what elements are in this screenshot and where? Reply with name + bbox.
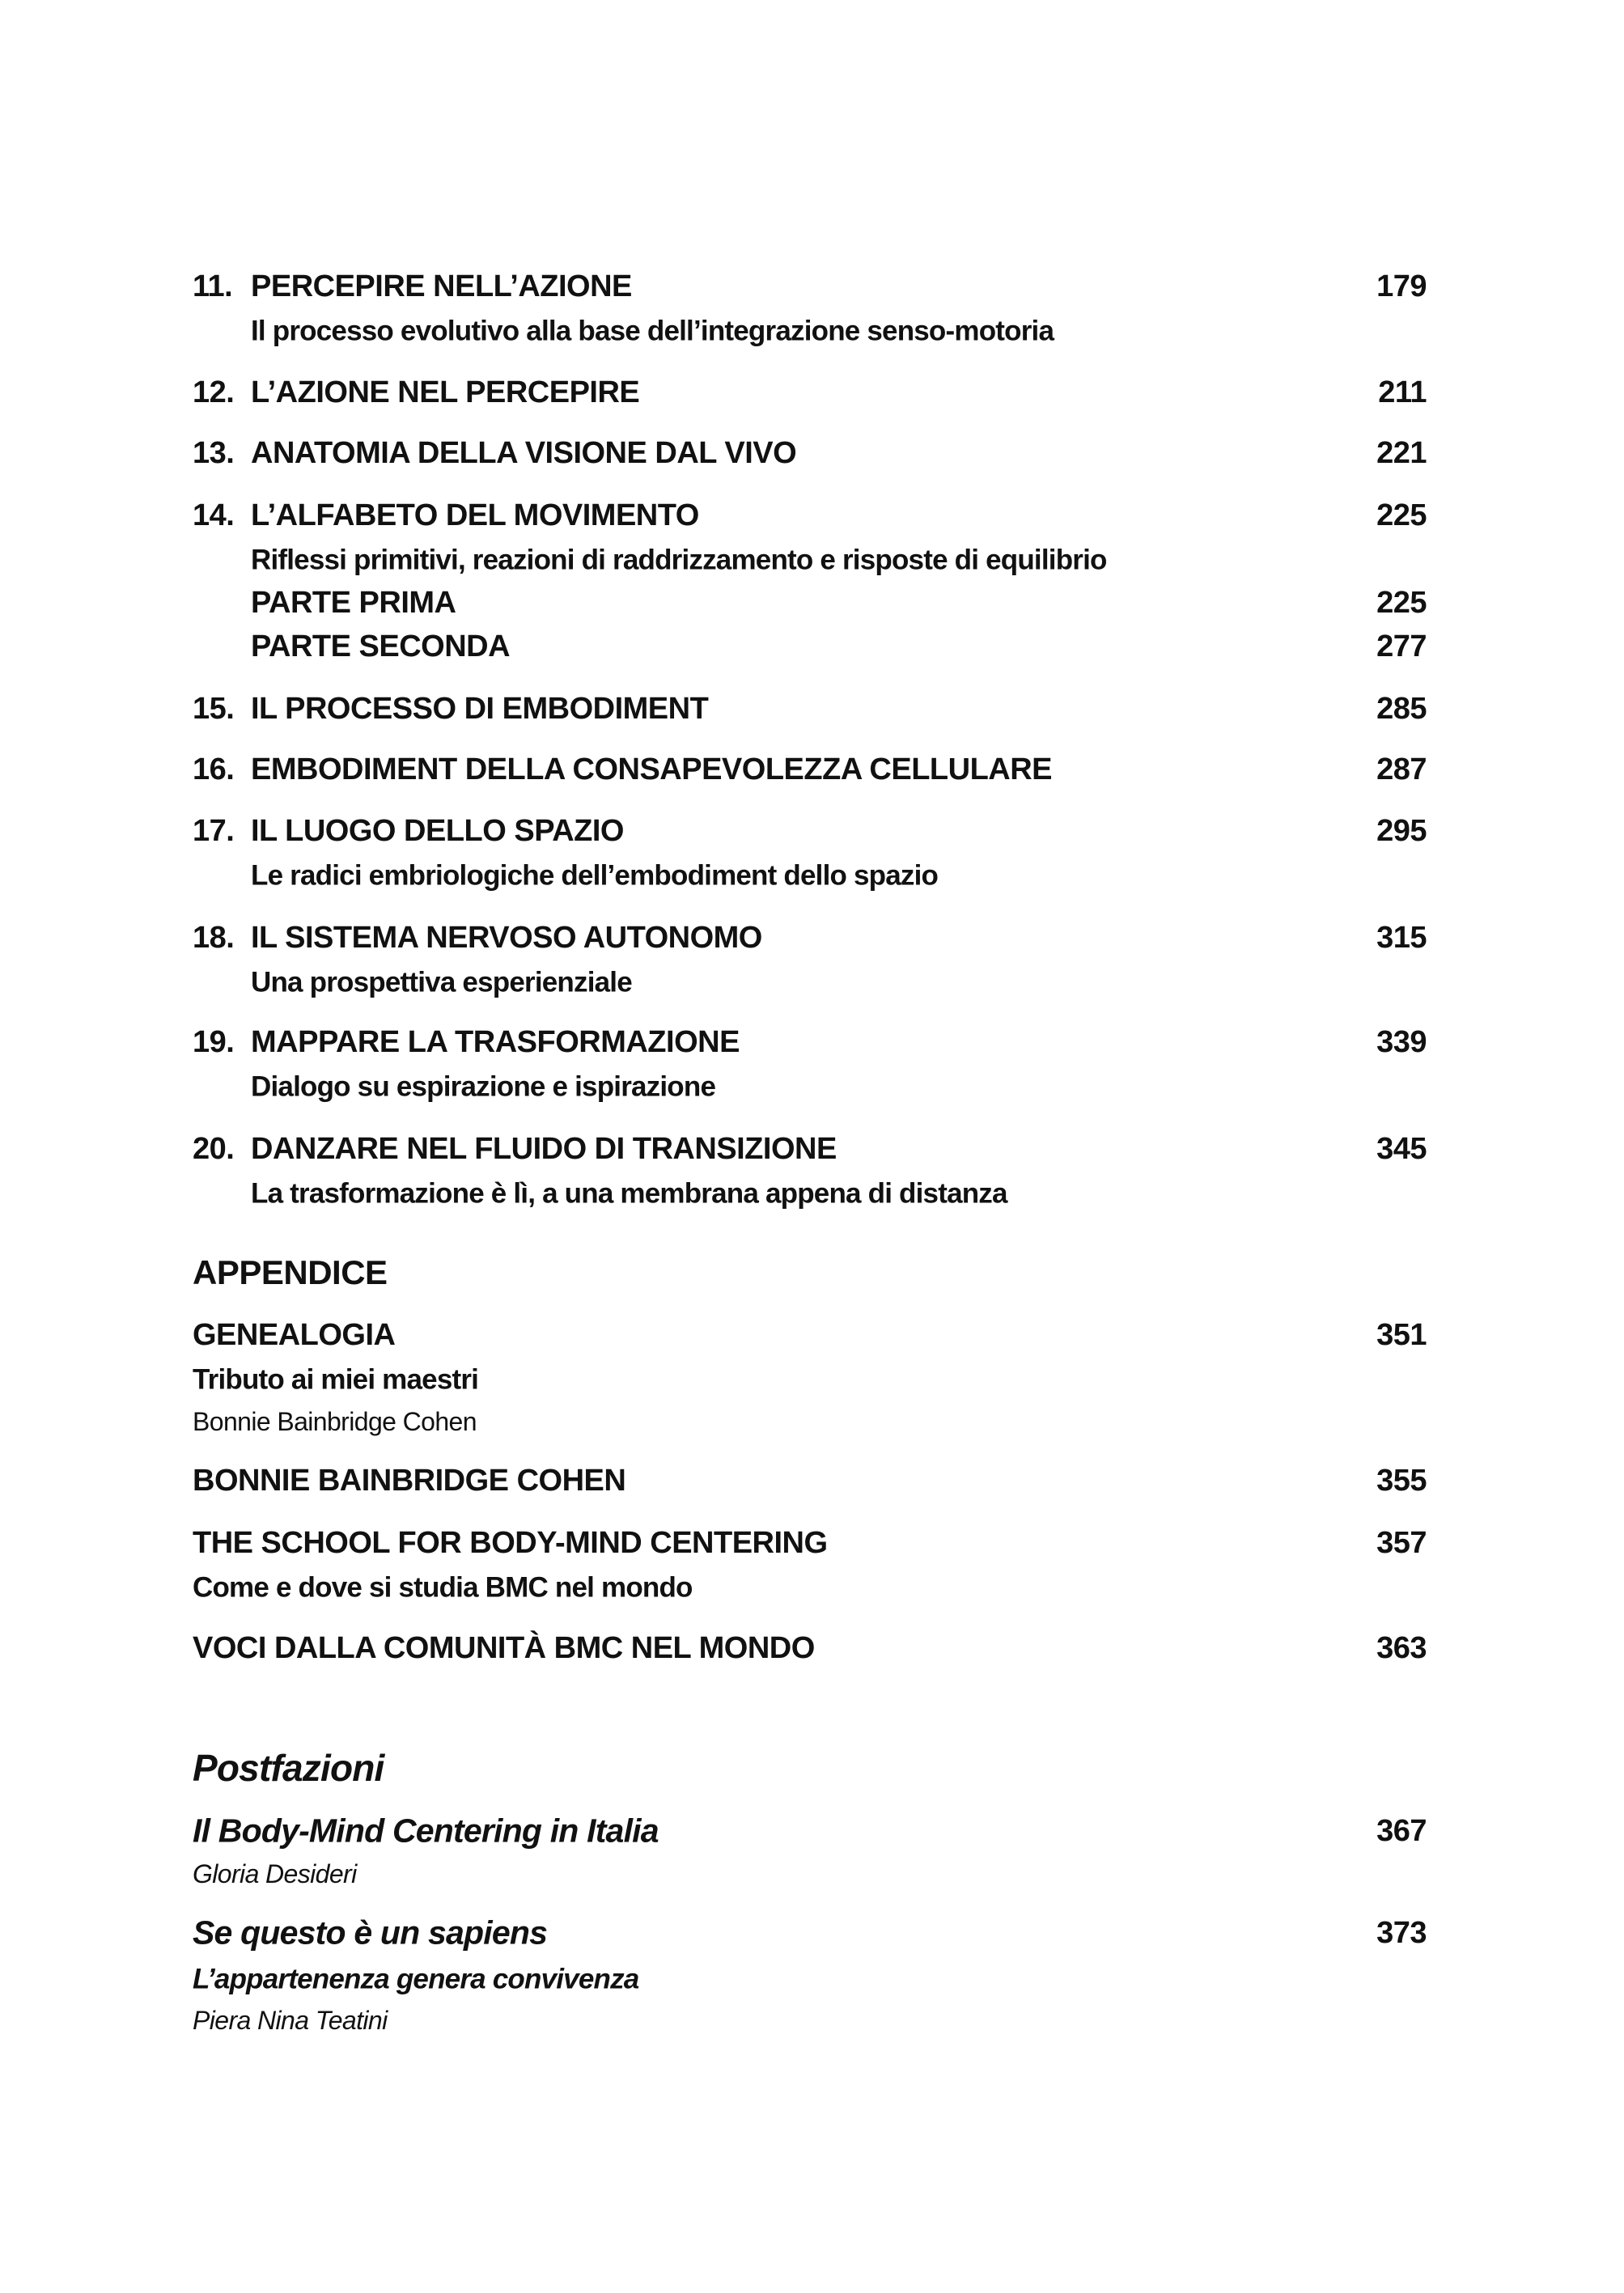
part-title: PARTE PRIMA xyxy=(251,586,456,620)
page-number: 363 xyxy=(1376,1631,1427,1665)
page-number: 367 xyxy=(1376,1814,1427,1848)
page-number: 211 xyxy=(1378,375,1427,409)
chapter-number: 14. xyxy=(193,498,235,532)
chapter-number: 18. xyxy=(193,921,235,955)
page-number: 339 xyxy=(1376,1025,1427,1059)
page-number: 295 xyxy=(1376,814,1427,848)
chapter-subtitle: Riflessi primitivi, reazioni di raddrizzamento e risposte di equilibrio xyxy=(251,544,1107,576)
page-number: 315 xyxy=(1376,921,1427,955)
page-number: 277 xyxy=(1376,629,1427,663)
chapter-title: DANZARE NEL FLUIDO DI TRANSIZIONE xyxy=(251,1132,837,1166)
chapter-title: MAPPARE LA TRASFORMAZIONE xyxy=(251,1025,740,1059)
chapter-subtitle: Una prospettiva esperienziale xyxy=(251,966,632,998)
page-number: 355 xyxy=(1376,1464,1427,1498)
page-number: 225 xyxy=(1376,586,1427,620)
chapter-title: IL PROCESSO DI EMBODIMENT xyxy=(251,692,709,726)
page-number: 373 xyxy=(1376,1916,1427,1950)
entry-title: BONNIE BAINBRIDGE COHEN xyxy=(193,1464,626,1498)
chapter-number: 16. xyxy=(193,752,235,786)
entry-subtitle: Tributo ai miei maestri xyxy=(193,1363,479,1396)
chapter-title: EMBODIMENT DELLA CONSAPEVOLEZZA CELLULARE xyxy=(251,752,1053,786)
chapter-number: 19. xyxy=(193,1025,235,1059)
chapter-title: L’AZIONE NEL PERCEPIRE xyxy=(251,375,640,409)
chapter-subtitle: Dialogo su espirazione e ispirazione xyxy=(251,1070,716,1103)
chapter-subtitle: La trasformazione è lì, a una membrana appena di distanza xyxy=(251,1177,1007,1210)
chapter-subtitle: Il processo evolutivo alla base dell’integrazione senso-motoria xyxy=(251,315,1054,347)
chapter-number: 13. xyxy=(193,436,235,470)
page-number: 225 xyxy=(1376,498,1427,532)
chapter-title: PERCEPIRE NELL’AZIONE xyxy=(251,269,632,303)
page-number: 351 xyxy=(1376,1318,1427,1352)
entry-subtitle: L’appartenenza genera convivenza xyxy=(193,1963,639,1995)
page-number: 287 xyxy=(1376,752,1427,786)
chapter-number: 15. xyxy=(193,692,235,726)
page-number: 357 xyxy=(1376,1526,1427,1560)
chapter-subtitle: Le radici embriologiche dell’embodiment dello spazio xyxy=(251,859,939,892)
chapter-number: 11. xyxy=(193,269,233,303)
entry-title: VOCI DALLA COMUNITÀ BMC NEL MONDO xyxy=(193,1631,815,1665)
entry-title: Il Body-Mind Centering in Italia xyxy=(193,1812,659,1850)
chapter-number: 17. xyxy=(193,814,235,848)
appendix-heading: APPENDICE xyxy=(193,1253,388,1291)
part-title: PARTE SECONDA xyxy=(251,629,511,663)
entry-author: Bonnie Bainbridge Cohen xyxy=(193,1407,477,1436)
afterwords-heading: Postfazioni xyxy=(193,1747,384,1789)
page-number: 221 xyxy=(1376,436,1427,470)
page-number: 285 xyxy=(1376,692,1427,726)
page-number: 179 xyxy=(1376,269,1427,303)
entry-title: Se questo è un sapiens xyxy=(193,1914,548,1952)
entry-subtitle: Come e dove si studia BMC nel mondo xyxy=(193,1571,693,1604)
entry-author: Gloria Desideri xyxy=(193,1859,357,1888)
entry-title: GENEALOGIA xyxy=(193,1318,396,1352)
page-number: 345 xyxy=(1376,1132,1427,1166)
chapter-title: IL LUOGO DELLO SPAZIO xyxy=(251,814,624,848)
chapter-number: 12. xyxy=(193,375,235,409)
chapter-title: IL SISTEMA NERVOSO AUTONOMO xyxy=(251,921,762,955)
entry-author: Piera Nina Teatini xyxy=(193,2006,388,2035)
entry-title: THE SCHOOL FOR BODY-MIND CENTERING xyxy=(193,1526,828,1560)
chapter-title: L’ALFABETO DEL MOVIMENTO xyxy=(251,498,699,532)
chapter-number: 20. xyxy=(193,1132,235,1166)
chapter-title: ANATOMIA DELLA VISIONE DAL VIVO xyxy=(251,436,797,470)
